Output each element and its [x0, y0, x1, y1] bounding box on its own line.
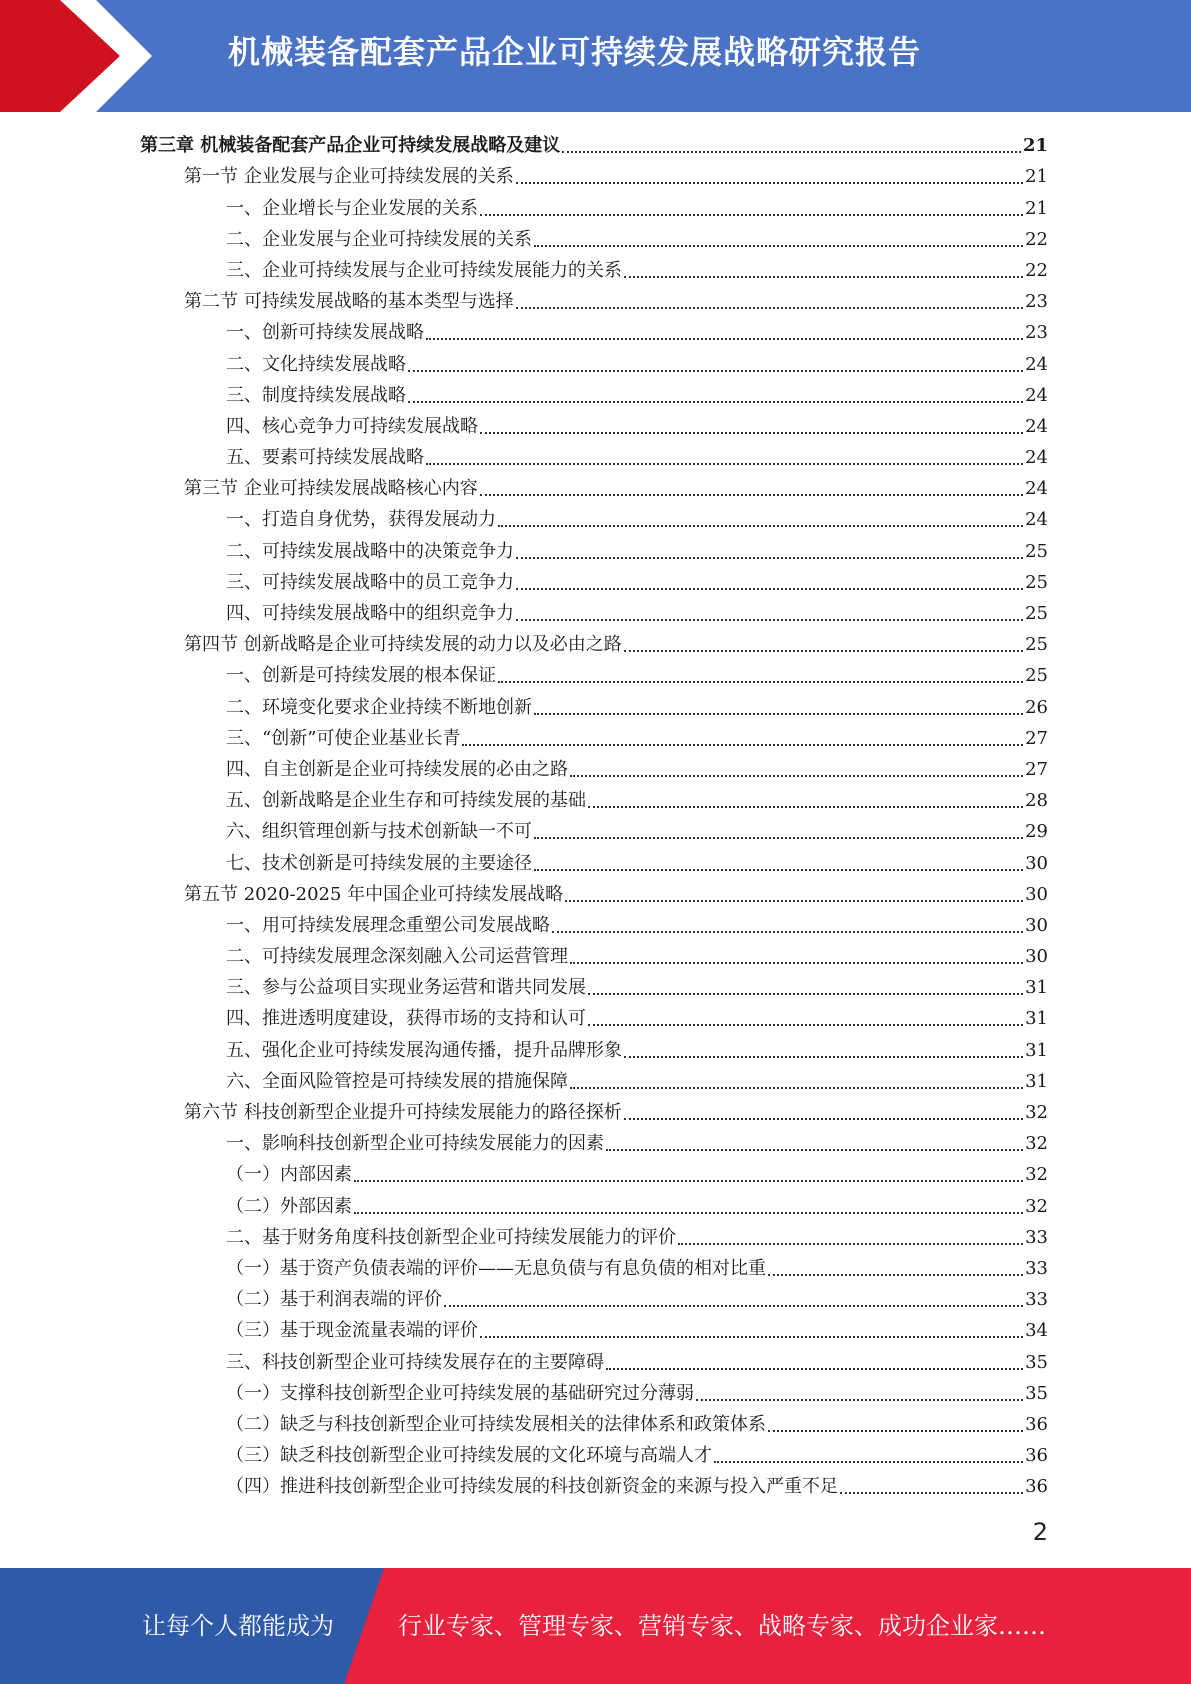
toc-entry[interactable] — [140, 284, 1048, 315]
toc-dot-leader — [354, 1180, 1023, 1182]
toc-entry[interactable] — [140, 346, 1048, 377]
toc-dot-leader — [624, 650, 1023, 652]
toc-entry-page: 30 — [1025, 914, 1048, 936]
toc-entry-page: 21 — [1022, 135, 1048, 157]
toc-dot-leader — [570, 1087, 1023, 1089]
toc-dot-leader — [426, 338, 1023, 340]
toc-entry-page: 29 — [1025, 821, 1048, 843]
toc-entry-page: 22 — [1025, 228, 1048, 250]
toc-entry-title: 三、科技创新型企业可持续发展存在的主要障碍 — [226, 1351, 604, 1373]
toc-entry[interactable] — [140, 627, 1048, 658]
toc-dot-leader — [588, 806, 1023, 808]
toc-entry[interactable] — [140, 1188, 1048, 1219]
toc-entry-title: 四、自主创新是企业可持续发展的必由之路 — [226, 758, 568, 780]
toc-entry-page: 24 — [1025, 509, 1048, 531]
toc-entry[interactable] — [140, 159, 1048, 190]
toc-entry[interactable] — [140, 533, 1048, 564]
page-number: 2 — [1032, 1518, 1048, 1546]
toc-dot-leader — [534, 837, 1023, 839]
toc-dot-leader — [354, 1212, 1023, 1214]
toc-entry-page: 36 — [1025, 1476, 1048, 1498]
toc-dot-leader — [498, 525, 1023, 527]
toc-entry-page: 25 — [1025, 634, 1048, 656]
toc-dot-leader — [480, 494, 1023, 496]
toc-dot-leader — [534, 869, 1023, 871]
toc-entry-title: 三、制度持续发展战略 — [226, 384, 406, 406]
toc-entry[interactable] — [140, 565, 1048, 596]
toc-entry-title: 七、技术创新是可持续发展的主要途径 — [226, 852, 532, 874]
toc-entry[interactable] — [140, 1438, 1048, 1469]
toc-entry-title: 二、可持续发展理念深刻融入公司运营管理 — [226, 946, 568, 968]
toc-entry-page: 31 — [1025, 1039, 1048, 1061]
table-of-contents — [140, 128, 1048, 1500]
toc-entry[interactable] — [140, 845, 1048, 876]
toc-dot-leader — [768, 1430, 1023, 1432]
toc-entry-page: 24 — [1025, 447, 1048, 469]
toc-entry-title: 二、基于财务角度科技创新型企业可持续发展能力的评价 — [226, 1226, 676, 1248]
toc-entry-page: 21 — [1025, 197, 1048, 219]
toc-entry-title: 四、推进透明度建设，获得市场的支持和认可 — [226, 1008, 586, 1030]
toc-dot-leader — [534, 245, 1023, 247]
toc-entry-title: 一、创新可持续发展战略 — [226, 322, 424, 344]
toc-dot-leader — [562, 151, 1021, 153]
toc-entry[interactable] — [140, 378, 1048, 409]
toc-dot-leader — [552, 931, 1023, 933]
toc-dot-leader — [678, 1243, 1023, 1245]
toc-entry[interactable] — [140, 1344, 1048, 1375]
toc-entry[interactable] — [140, 689, 1048, 720]
toc-entry[interactable] — [140, 253, 1048, 284]
toc-entry-title: 五、强化企业可持续发展沟通传播，提升品牌形象 — [226, 1039, 622, 1061]
toc-entry-title: 二、可持续发展战略中的决策竞争力 — [226, 540, 514, 562]
toc-entry[interactable] — [140, 721, 1048, 752]
toc-entry[interactable] — [140, 190, 1048, 221]
toc-entry-page: 36 — [1025, 1413, 1048, 1435]
toc-dot-leader — [516, 557, 1023, 559]
toc-entry-page: 25 — [1025, 571, 1048, 593]
toc-entry[interactable] — [140, 1095, 1048, 1126]
toc-entry-title: 二、环境变化要求企业持续不断地创新 — [226, 696, 532, 718]
toc-entry-title: 四、核心竞争力可持续发展战略 — [226, 415, 478, 437]
toc-entry[interactable] — [140, 596, 1048, 627]
toc-entry-page: 33 — [1025, 1257, 1048, 1279]
toc-entry-title: （一）基于资产负债表端的评价——无息负债与有息负债的相对比重 — [226, 1257, 766, 1279]
toc-entry-title: 五、要素可持续发展战略 — [226, 447, 424, 469]
toc-entry[interactable] — [140, 1032, 1048, 1063]
toc-entry-page: 26 — [1025, 696, 1048, 718]
toc-entry-page: 28 — [1025, 790, 1048, 812]
toc-entry-page: 27 — [1025, 758, 1048, 780]
toc-dot-leader — [408, 401, 1023, 403]
toc-entry-page: 33 — [1025, 1226, 1048, 1248]
toc-dot-leader — [516, 307, 1023, 309]
toc-entry-page: 24 — [1025, 353, 1048, 375]
toc-entry[interactable] — [140, 1282, 1048, 1313]
toc-entry[interactable] — [140, 409, 1048, 440]
toc-entry[interactable] — [140, 1157, 1048, 1188]
toc-entry-page: 27 — [1025, 727, 1048, 749]
toc-dot-leader — [534, 713, 1023, 715]
toc-entry-title: （二）基于利润表端的评价 — [226, 1289, 442, 1311]
toc-entry[interactable] — [140, 1469, 1048, 1500]
toc-entry-title: 第三节 企业可持续发展战略核心内容 — [184, 478, 478, 500]
toc-entry-title: 一、企业增长与企业发展的关系 — [226, 197, 478, 219]
toc-entry-page: 22 — [1025, 259, 1048, 281]
toc-entry[interactable] — [140, 814, 1048, 845]
toc-entry[interactable] — [140, 939, 1048, 970]
toc-entry-page: 32 — [1025, 1164, 1048, 1186]
toc-entry-page: 24 — [1025, 478, 1048, 500]
toc-entry[interactable] — [140, 471, 1048, 502]
toc-entry-title: （三）基于现金流量表端的评价 — [226, 1320, 478, 1342]
toc-entry-title: 二、企业发展与企业可持续发展的关系 — [226, 228, 532, 250]
toc-entry-title: 五、创新战略是企业生存和可持续发展的基础 — [226, 790, 586, 812]
toc-entry[interactable] — [140, 908, 1048, 939]
toc-dot-leader — [570, 775, 1023, 777]
toc-entry-page: 25 — [1025, 665, 1048, 687]
toc-dot-leader — [768, 1274, 1023, 1276]
toc-entry-title: 六、组织管理创新与技术创新缺一不可 — [226, 821, 532, 843]
toc-entry-page: 31 — [1025, 1070, 1048, 1092]
toc-dot-leader — [516, 182, 1023, 184]
toc-entry-page: 32 — [1025, 1133, 1048, 1155]
toc-dot-leader — [444, 1305, 1023, 1307]
toc-entry-page: 32 — [1025, 1102, 1048, 1123]
toc-entry-title: 第二节 可持续发展战略的基本类型与选择 — [184, 291, 514, 313]
toc-entry-title: 三、参与公益项目实现业务运营和谐共同发展 — [226, 977, 586, 999]
toc-entry-title: 第四节 创新战略是企业可持续发展的动力以及必由之路 — [184, 634, 622, 656]
toc-entry-title: 第一节 企业发展与企业可持续发展的关系 — [184, 166, 514, 188]
toc-entry[interactable] — [140, 877, 1048, 908]
toc-entry-page: 35 — [1025, 1351, 1048, 1373]
toc-entry-page: 25 — [1025, 540, 1048, 562]
toc-dot-leader — [480, 1336, 1023, 1338]
toc-entry[interactable] — [140, 1220, 1048, 1251]
toc-entry-title: （一）内部因素 — [226, 1164, 352, 1186]
toc-dot-leader — [606, 1149, 1023, 1151]
footer-slogan-left: 让每个人都能成为 — [142, 1612, 334, 1640]
toc-entry-title: 一、打造自身优势，获得发展动力 — [226, 509, 496, 531]
toc-entry-page: 35 — [1025, 1382, 1048, 1404]
toc-entry-title: 三、“创新”可使企业基业长青 — [226, 727, 461, 749]
toc-entry-page: 21 — [1025, 166, 1048, 188]
toc-entry-title: 一、创新是可持续发展的根本保证 — [226, 665, 496, 687]
toc-entry-title: 第五节 2020-2025 年中国企业可持续发展战略 — [184, 883, 564, 905]
toc-entry-title: 第六节 科技创新型企业提升可持续发展能力的路径探析 — [184, 1102, 622, 1123]
toc-dot-leader — [624, 1056, 1023, 1058]
toc-entry-page: 32 — [1025, 1195, 1048, 1217]
toc-entry[interactable] — [140, 222, 1048, 253]
toc-entry-page: 30 — [1025, 852, 1048, 874]
toc-entry[interactable] — [140, 1064, 1048, 1095]
toc-entry-title: （一）支撑科技创新型企业可持续发展的基础研究过分薄弱 — [226, 1382, 694, 1404]
toc-dot-leader — [840, 1492, 1023, 1494]
toc-entry-page: 31 — [1025, 1008, 1048, 1030]
toc-dot-leader — [606, 1368, 1023, 1370]
toc-dot-leader — [588, 993, 1023, 995]
toc-entry-page: 31 — [1025, 977, 1048, 999]
toc-entry-title: 二、文化持续发展战略 — [226, 353, 406, 375]
toc-dot-leader — [624, 276, 1023, 278]
toc-dot-leader — [462, 744, 1023, 746]
toc-entry[interactable] — [140, 1001, 1048, 1032]
toc-entry[interactable] — [140, 970, 1048, 1001]
toc-entry[interactable] — [140, 440, 1048, 471]
toc-entry[interactable] — [140, 128, 1048, 159]
toc-dot-leader — [516, 619, 1023, 621]
toc-entry-page: 36 — [1025, 1445, 1048, 1467]
toc-entry-page: 24 — [1025, 415, 1048, 437]
toc-dot-leader — [408, 370, 1023, 372]
toc-entry-page: 25 — [1025, 603, 1048, 624]
toc-entry[interactable] — [140, 1126, 1048, 1157]
toc-entry[interactable] — [140, 1376, 1048, 1407]
toc-entry-title: （四）推进科技创新型企业可持续发展的科技创新资金的来源与投入严重不足 — [226, 1476, 838, 1498]
toc-dot-leader — [714, 1461, 1023, 1463]
toc-entry[interactable] — [140, 502, 1048, 533]
toc-entry-page: 30 — [1025, 883, 1048, 905]
toc-dot-leader — [624, 1118, 1023, 1120]
toc-entry[interactable] — [140, 783, 1048, 814]
toc-entry-title: （三）缺乏科技创新型企业可持续发展的文化环境与高端人才 — [226, 1445, 712, 1467]
toc-entry-title: （二）外部因素 — [226, 1195, 352, 1217]
toc-entry[interactable] — [140, 752, 1048, 783]
toc-entry[interactable] — [140, 1251, 1048, 1282]
page-header — [0, 0, 1191, 112]
toc-entry[interactable] — [140, 658, 1048, 689]
toc-dot-leader — [426, 463, 1023, 465]
toc-entry[interactable] — [140, 1407, 1048, 1438]
toc-dot-leader — [588, 1024, 1023, 1026]
toc-entry-title: 一、用可持续发展理念重塑公司发展战略 — [226, 914, 550, 936]
toc-entry-page: 30 — [1025, 946, 1048, 968]
toc-dot-leader — [565, 900, 1023, 902]
toc-entry-page: 23 — [1025, 322, 1048, 344]
toc-dot-leader — [516, 588, 1023, 590]
toc-entry-title: 三、企业可持续发展与企业可持续发展能力的关系 — [226, 259, 622, 281]
toc-dot-leader — [570, 962, 1023, 964]
toc-entry-page: 33 — [1025, 1289, 1048, 1311]
toc-dot-leader — [480, 214, 1023, 216]
toc-dot-leader — [696, 1399, 1023, 1401]
toc-dot-leader — [498, 681, 1023, 683]
toc-entry[interactable] — [140, 315, 1048, 346]
toc-entry-page: 23 — [1025, 291, 1048, 313]
report-title: 机械装备配套产品企业可持续发展战略研究报告 — [228, 33, 922, 71]
toc-entry-title: 三、可持续发展战略中的员工竞争力 — [226, 571, 514, 593]
toc-entry-title: 六、全面风险管控是可持续发展的措施保障 — [226, 1070, 568, 1092]
footer-slogan-right: 行业专家、管理专家、营销专家、战略专家、成功企业家…… — [398, 1612, 1046, 1640]
page-footer — [0, 1568, 1191, 1684]
toc-entry-title: 第三章 机械装备配套产品企业可持续发展战略及建议 — [140, 135, 561, 157]
toc-entry-title: 四、可持续发展战略中的组织竞争力 — [226, 603, 514, 624]
toc-dot-leader — [480, 432, 1023, 434]
toc-entry-page: 34 — [1025, 1320, 1048, 1342]
toc-entry-page: 24 — [1025, 384, 1048, 406]
toc-entry[interactable] — [140, 1313, 1048, 1344]
toc-entry-title: 一、影响科技创新型企业可持续发展能力的因素 — [226, 1133, 604, 1155]
toc-entry-title: （二）缺乏与科技创新型企业可持续发展相关的法律体系和政策体系 — [226, 1413, 766, 1435]
